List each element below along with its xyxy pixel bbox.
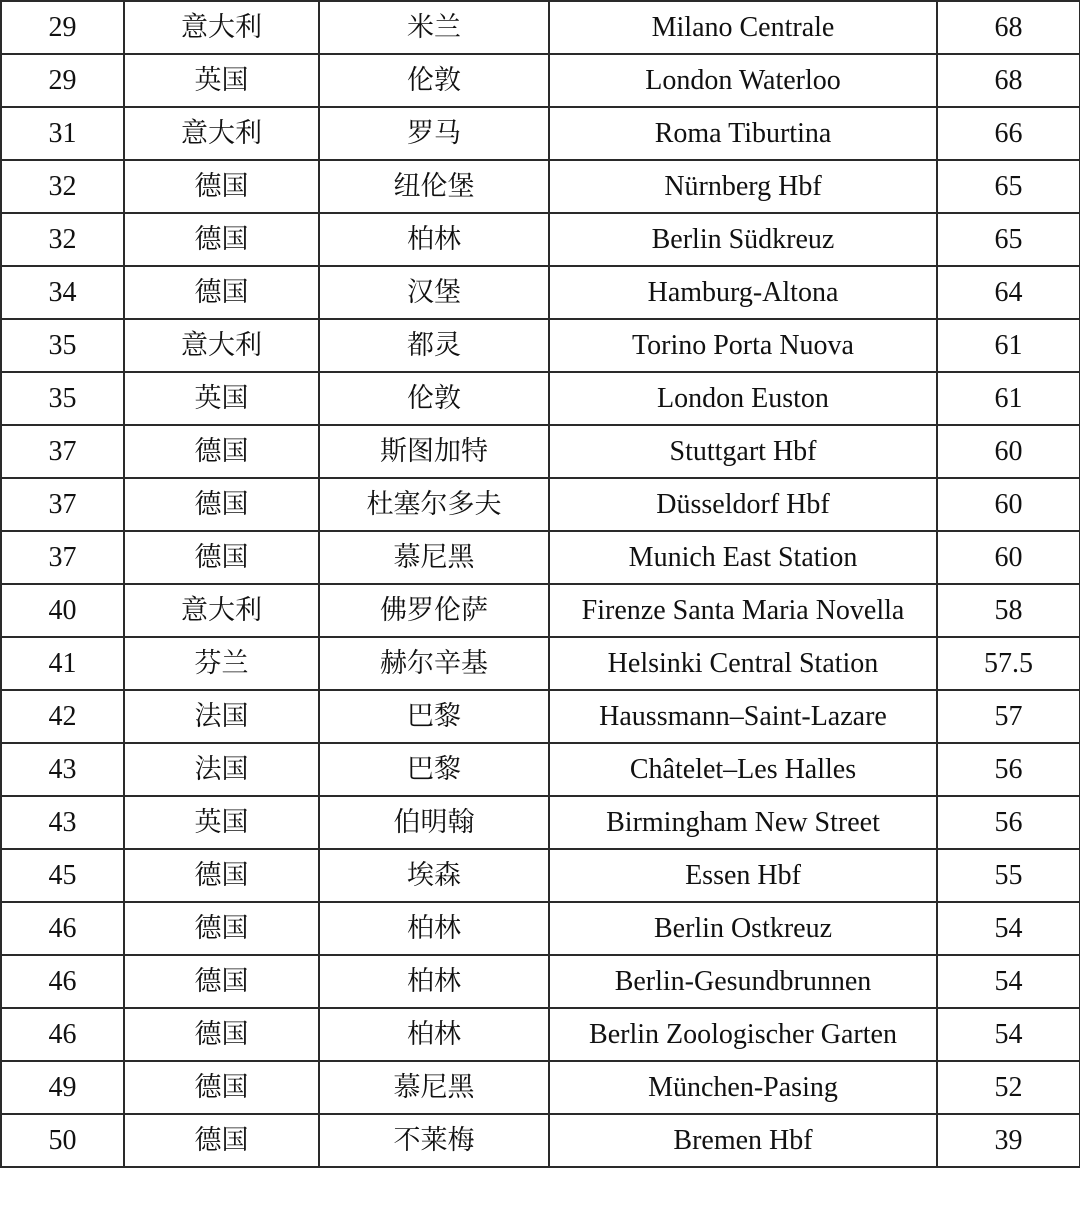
rank-cell: 37 bbox=[1, 425, 124, 478]
station-name-cell: Châtelet–Les Halles bbox=[549, 743, 937, 796]
station-name-cell: Hamburg-Altona bbox=[549, 266, 937, 319]
city-cell: 都灵 bbox=[319, 319, 549, 372]
station-name-cell: Milano Centrale bbox=[549, 1, 937, 54]
rank-cell: 46 bbox=[1, 1008, 124, 1061]
country-cell: 法国 bbox=[124, 690, 319, 743]
table-row bbox=[1, 1008, 1080, 1061]
table-row bbox=[1, 955, 1080, 1008]
station-name-cell: Helsinki Central Station bbox=[549, 637, 937, 690]
table-row bbox=[1, 584, 1080, 637]
station-name-cell: Torino Porta Nuova bbox=[549, 319, 937, 372]
table-row bbox=[1, 54, 1080, 107]
value-cell: 66 bbox=[937, 107, 1080, 160]
value-cell: 60 bbox=[937, 531, 1080, 584]
country-cell: 法国 bbox=[124, 743, 319, 796]
table-row bbox=[1, 849, 1080, 902]
country-cell: 英国 bbox=[124, 796, 319, 849]
city-cell: 赫尔辛基 bbox=[319, 637, 549, 690]
country-cell: 英国 bbox=[124, 372, 319, 425]
station-name-cell: London Euston bbox=[549, 372, 937, 425]
value-cell: 68 bbox=[937, 1, 1080, 54]
rank-cell: 32 bbox=[1, 213, 124, 266]
country-cell: 德国 bbox=[124, 902, 319, 955]
station-name-cell: Firenze Santa Maria Novella bbox=[549, 584, 937, 637]
city-cell: 佛罗伦萨 bbox=[319, 584, 549, 637]
value-cell: 52 bbox=[937, 1061, 1080, 1114]
rank-cell: 40 bbox=[1, 584, 124, 637]
country-cell: 英国 bbox=[124, 54, 319, 107]
station-name-cell: Haussmann–Saint-Lazare bbox=[549, 690, 937, 743]
country-cell: 德国 bbox=[124, 1114, 319, 1167]
value-cell: 68 bbox=[937, 54, 1080, 107]
value-cell: 61 bbox=[937, 372, 1080, 425]
value-cell: 54 bbox=[937, 902, 1080, 955]
value-cell: 64 bbox=[937, 266, 1080, 319]
city-cell: 伯明翰 bbox=[319, 796, 549, 849]
country-cell: 德国 bbox=[124, 955, 319, 1008]
value-cell: 65 bbox=[937, 213, 1080, 266]
city-cell: 埃森 bbox=[319, 849, 549, 902]
station-name-cell: Nürnberg Hbf bbox=[549, 160, 937, 213]
rank-cell: 35 bbox=[1, 319, 124, 372]
station-name-cell: Berlin Ostkreuz bbox=[549, 902, 937, 955]
station-name-cell: Stuttgart Hbf bbox=[549, 425, 937, 478]
country-cell: 德国 bbox=[124, 425, 319, 478]
rank-cell: 42 bbox=[1, 690, 124, 743]
rank-cell: 32 bbox=[1, 160, 124, 213]
country-cell: 芬兰 bbox=[124, 637, 319, 690]
country-cell: 意大利 bbox=[124, 107, 319, 160]
rank-cell: 35 bbox=[1, 372, 124, 425]
value-cell: 56 bbox=[937, 743, 1080, 796]
value-cell: 57.5 bbox=[937, 637, 1080, 690]
station-name-cell: Birmingham New Street bbox=[549, 796, 937, 849]
rank-cell: 31 bbox=[1, 107, 124, 160]
rank-cell: 41 bbox=[1, 637, 124, 690]
rank-cell: 49 bbox=[1, 1061, 124, 1114]
value-cell: 54 bbox=[937, 1008, 1080, 1061]
city-cell: 纽伦堡 bbox=[319, 160, 549, 213]
country-cell: 德国 bbox=[124, 1008, 319, 1061]
table-row bbox=[1, 213, 1080, 266]
station-name-cell: Berlin Südkreuz bbox=[549, 213, 937, 266]
city-cell: 慕尼黑 bbox=[319, 1061, 549, 1114]
table-row bbox=[1, 796, 1080, 849]
city-cell: 柏林 bbox=[319, 213, 549, 266]
country-cell: 德国 bbox=[124, 478, 319, 531]
value-cell: 57 bbox=[937, 690, 1080, 743]
city-cell: 不莱梅 bbox=[319, 1114, 549, 1167]
table-row bbox=[1, 1, 1080, 54]
rank-cell: 45 bbox=[1, 849, 124, 902]
country-cell: 意大利 bbox=[124, 319, 319, 372]
station-name-cell: München-Pasing bbox=[549, 1061, 937, 1114]
table-row bbox=[1, 266, 1080, 319]
table-row bbox=[1, 160, 1080, 213]
city-cell: 柏林 bbox=[319, 902, 549, 955]
table-row bbox=[1, 319, 1080, 372]
city-cell: 巴黎 bbox=[319, 690, 549, 743]
station-name-cell: London Waterloo bbox=[549, 54, 937, 107]
value-cell: 60 bbox=[937, 425, 1080, 478]
rank-cell: 43 bbox=[1, 743, 124, 796]
country-cell: 德国 bbox=[124, 531, 319, 584]
value-cell: 58 bbox=[937, 584, 1080, 637]
rank-cell: 46 bbox=[1, 955, 124, 1008]
table-row bbox=[1, 372, 1080, 425]
value-cell: 55 bbox=[937, 849, 1080, 902]
station-name-cell: Düsseldorf Hbf bbox=[549, 478, 937, 531]
table-row bbox=[1, 531, 1080, 584]
value-cell: 54 bbox=[937, 955, 1080, 1008]
station-name-cell: Bremen Hbf bbox=[549, 1114, 937, 1167]
value-cell: 60 bbox=[937, 478, 1080, 531]
table-row bbox=[1, 637, 1080, 690]
rank-cell: 43 bbox=[1, 796, 124, 849]
city-cell: 柏林 bbox=[319, 955, 549, 1008]
rank-cell: 29 bbox=[1, 1, 124, 54]
value-cell: 61 bbox=[937, 319, 1080, 372]
value-cell: 65 bbox=[937, 160, 1080, 213]
table-row bbox=[1, 107, 1080, 160]
country-cell: 德国 bbox=[124, 266, 319, 319]
city-cell: 杜塞尔多夫 bbox=[319, 478, 549, 531]
table-row bbox=[1, 743, 1080, 796]
station-name-cell: Essen Hbf bbox=[549, 849, 937, 902]
country-cell: 德国 bbox=[124, 213, 319, 266]
rank-cell: 46 bbox=[1, 902, 124, 955]
table-row bbox=[1, 1114, 1080, 1167]
country-cell: 意大利 bbox=[124, 1, 319, 54]
rank-cell: 34 bbox=[1, 266, 124, 319]
value-cell: 56 bbox=[937, 796, 1080, 849]
city-cell: 伦敦 bbox=[319, 372, 549, 425]
city-cell: 斯图加特 bbox=[319, 425, 549, 478]
rank-cell: 50 bbox=[1, 1114, 124, 1167]
country-cell: 德国 bbox=[124, 1061, 319, 1114]
rank-cell: 37 bbox=[1, 478, 124, 531]
city-cell: 巴黎 bbox=[319, 743, 549, 796]
table-row bbox=[1, 1061, 1080, 1114]
country-cell: 德国 bbox=[124, 160, 319, 213]
rank-cell: 37 bbox=[1, 531, 124, 584]
table-row bbox=[1, 478, 1080, 531]
city-cell: 罗马 bbox=[319, 107, 549, 160]
station-name-cell: Berlin Zoologischer Garten bbox=[549, 1008, 937, 1061]
table-body bbox=[1, 1, 1080, 1167]
table-row bbox=[1, 425, 1080, 478]
table-row bbox=[1, 902, 1080, 955]
value-cell: 39 bbox=[937, 1114, 1080, 1167]
city-cell: 慕尼黑 bbox=[319, 531, 549, 584]
rank-cell: 29 bbox=[1, 54, 124, 107]
station-name-cell: Berlin-Gesundbrunnen bbox=[549, 955, 937, 1008]
city-cell: 柏林 bbox=[319, 1008, 549, 1061]
station-name-cell: Munich East Station bbox=[549, 531, 937, 584]
city-cell: 汉堡 bbox=[319, 266, 549, 319]
city-cell: 米兰 bbox=[319, 1, 549, 54]
city-cell: 伦敦 bbox=[319, 54, 549, 107]
country-cell: 德国 bbox=[124, 849, 319, 902]
station-name-cell: Roma Tiburtina bbox=[549, 107, 937, 160]
country-cell: 意大利 bbox=[124, 584, 319, 637]
table-row bbox=[1, 690, 1080, 743]
